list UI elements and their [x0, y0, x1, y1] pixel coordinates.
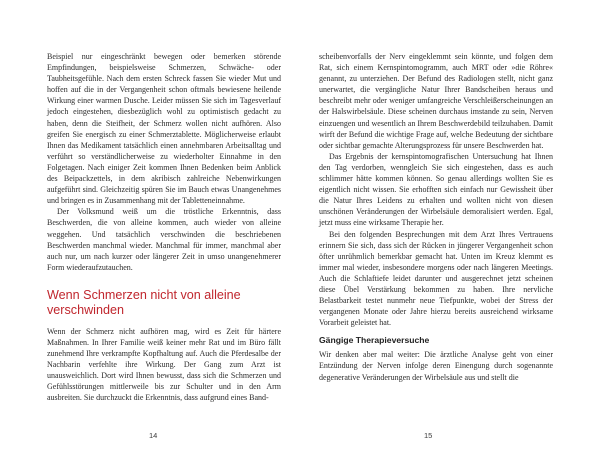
section-heading: Wenn Schmerzen nicht von alleine verschwinden [47, 287, 241, 317]
left-text-column [47, 51, 281, 404]
page-number: 14 [149, 431, 158, 440]
body-paragraph: scheibenvorfalls der Nerv eingeklemmt sein könnte, und folgen dem Rat, sich einem Kernspintomogramm, auch MRT oder »die Röhre« genannt, zu unterziehen. Der Befund des Radiologen stellt, nicht ganz unerwartet, die vergängliche Natur Ihrer Bandscheiben heraus und beschreibt mehr oder weniger umfangreiche Verschleißerscheinungen an der Halswirbelsäule. Diese scheinen durchaus imstande zu sein, Nerven einzuengen und wesentlich an Ihrem Beschwerdebild teilzuhaben. Damit wirft der Befund die wichtige Frage auf, welche Bedeutung der sichtbare oder sichtbar gemachte Alterungsprozess für unsere Beschwerden hat. [319, 52, 553, 150]
body-paragraph: Beispiel nur eingeschränkt bewegen oder bemerken störende Empfindungen, beispielsweise Schmerzen, Schwäche- oder Taubheitsgefühle. Nach dem ersten Schreck fassen Sie wieder Mut und hoffen auf die in der Vergangenheit schon oftmals bewiesene heilende Wirkung einer warmen Dusche. Leider müssen Sie sich im Tagesverlauf jedoch eingestehen, diesbezüglich wohl zu optimistisch gedacht zu haben, denn die Steifheit, der Schmerz wollen nicht aufhören. Also greifen Sie energisch zu einer Schmerztablette. Möglicherweise erlaubt Ihnen das Medikament tatsächlich einen annehmbaren Arbeitsalltag und verführt so verständlicherweise zu wiederholter Einnahme in den Folgetagen. Nach einiger Zeit kommen Ihnen Bedenken beim Anblick des Beipackzettels, in dem akribisch zahlreiche Nebenwirkungen aufgeführt sind. Gleichzeitig spüren Sie im Bauch etwas Unangenehmes und bringen es in Zusammenhang mit der Tabletteneinnahme. [47, 52, 281, 206]
page-number: 15 [424, 431, 433, 440]
body-paragraph: Der Volksmund weiß um die tröstliche Erkenntnis, dass Beschwerden, die von alleine kommen, auch wieder von alleine weggehen. Und tatsächlich verschwinden die beschriebenen Beschwerden manchmal wieder. Manchmal für immer, manchmal aber auch nur, um nach kurzer oder längerer Zeit in umso unangenehmerer Form wiederaufzutauchen. [47, 207, 281, 272]
right-page [300, 0, 600, 467]
body-paragraph: Wenn der Schmerz nicht aufhören mag, wird es Zeit für härtere Maßnahmen. In Ihrer Familie weiß keiner mehr Rat und im Büro fällt zunehmend Ihre verkrampfte Kopfhaltung auf. Auch die Pferdesalbe der Nachbarin verfehlte ihre Wirkung. Der Gang zum Arzt ist unausweichlich. Dort wird Ihnen bewusst, dass sich die Schmerzen und Gefühlsstörungen mittlerweile bis zur Schulter und in den Arm ausbreiten. Sie durchzuckt die Erkenntnis, dass aufgrund eines Band- [47, 326, 281, 403]
body-paragraph: Wir denken aber mal weiter: Die ärztliche Analyse geht von einer Entzündung der Nerven infolge deren Einengung durch sogenannte degenerative Veränderungen der Wirbelsäule aus und stellt die [319, 350, 553, 382]
subsection-heading: Gängige Therapieversuche [319, 335, 430, 346]
body-paragraph: Das Ergebnis der kernspintomografischen Untersuchung hat Ihnen den Tag verdorben, wenngleich Sie sich eingestehen, dass es auch schlimmer hätte kommen können. So genau allerdings wollten Sie es eigentlich nicht wissen. Sie erhofften sich einfach nur Gewissheit über die Natur Ihres Leidens zu erhalten und wollten nicht von diesen unschönen Veränderungen der Wirbelsäule demoralisiert werden. Egal, jetzt muss eine wirksame Therapie her. [319, 151, 553, 228]
right-text-column [319, 51, 553, 383]
body-paragraph: Bei den folgenden Besprechungen mit dem Arzt Ihres Vertrauens erinnern Sie sich, dass sich der Rücken in jüngerer Vergangenheit schon öfter unrühmlich bemerkbar gemacht hat. Unten im Kreuz klemmt es immer mal wieder, insbesondere morgens oder nach längeren Meetings. Auch die Schlaftiefe leidet darunter und ausgerechnet jetzt scheinen diese Übel Verstärkung bekommen zu haben. Ihre nervliche Belastbarkeit testet nunmehr neue Tiefpunkte, wobei der Stress der vergangenen Monate oder Jahre hierzu bereits ausreichend wirksame Vorarbeit geleistet hat. [319, 229, 553, 328]
